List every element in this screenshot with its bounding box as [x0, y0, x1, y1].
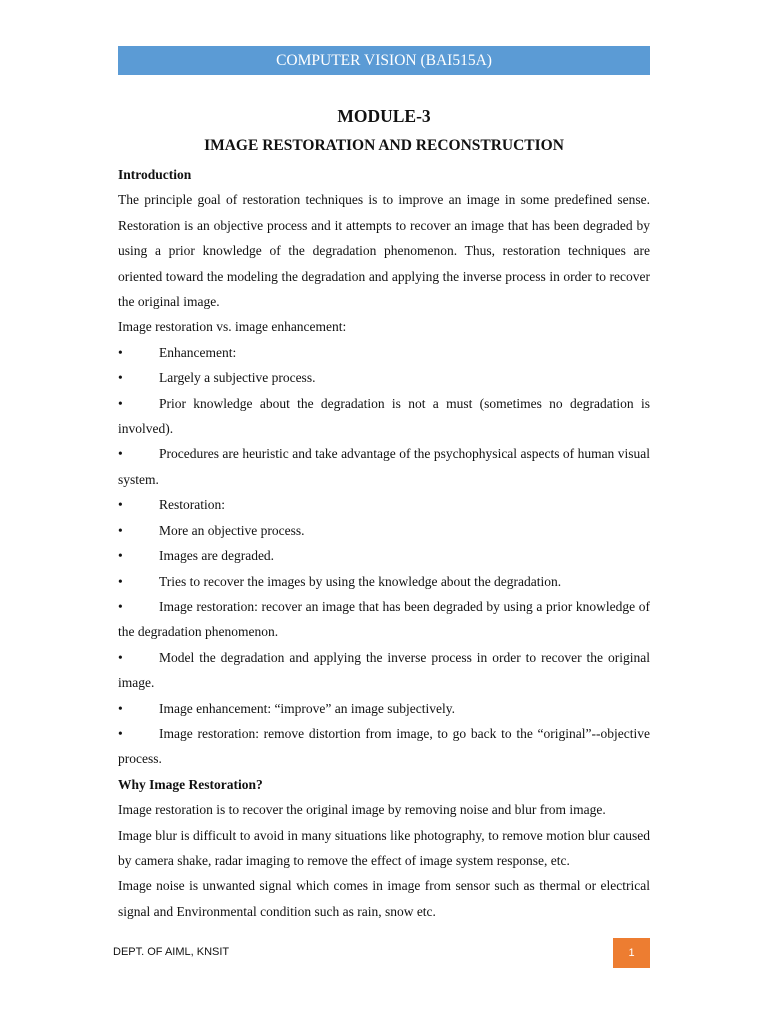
- page-number-badge: [613, 938, 650, 968]
- bullet-item: [118, 365, 650, 390]
- bullet-item: [118, 569, 650, 594]
- bullet-text: Procedures are heuristic and take advantage of the psychophysical aspects of human visual system.: [118, 446, 650, 487]
- bullet-icon: •: [118, 725, 123, 741]
- bullet-item: [118, 645, 650, 696]
- why-paragraph-1: Image restoration is to recover the original image by removing noise and blur from image.: [118, 802, 606, 818]
- bullet-item: [118, 518, 650, 543]
- module-title: MODULE-3: [337, 106, 431, 126]
- bullet-text: Image enhancement: “improve” an image subjectively.: [159, 700, 455, 716]
- why-paragraph-3: Image noise is unwanted signal which comes in image from sensor such as thermal or electrical signal and Environmental condition such as rain, snow etc.: [118, 878, 650, 919]
- bullet-text: Image restoration: remove distortion from image, to go back to the “original”--objective process.: [118, 725, 650, 767]
- bullet-text: Model the degradation and applying the inverse process in order to recover the original image.: [118, 649, 650, 691]
- bullet-text: Tries to recover the images by using the knowledge about the degradation.: [159, 573, 562, 589]
- bullet-item: [118, 594, 650, 645]
- why-restoration-heading: Why Image Restoration?: [118, 776, 263, 792]
- bullet-item: [118, 492, 650, 517]
- bullet-item: [118, 721, 650, 772]
- bullet-icon: •: [118, 370, 123, 386]
- bullet-text: Restoration:: [159, 497, 225, 513]
- module-subtitle: IMAGE RESTORATION AND RECONSTRUCTION: [204, 137, 564, 154]
- bullet-text: Image restoration: recover an image that has been degraded by using a prior knowledge of the degradation phenomenon.: [118, 598, 650, 640]
- introduction-heading: Introduction: [118, 167, 192, 182]
- bullet-icon: •: [118, 522, 123, 538]
- bullet-item: [118, 340, 650, 365]
- course-title: COMPUTER VISION (BAI515A): [276, 52, 492, 69]
- bullet-item: [118, 543, 650, 568]
- bullet-icon: •: [118, 497, 123, 513]
- course-header-band: [118, 46, 650, 75]
- footer-department: DEPT. OF AIML, KNSIT: [113, 946, 230, 958]
- bullet-icon: •: [118, 598, 123, 614]
- comparison-label: Image restoration vs. image enhancement:: [118, 319, 347, 335]
- bullet-text: More an objective process.: [159, 522, 305, 538]
- bullet-text: Images are degraded.: [159, 548, 275, 564]
- page-body: [118, 162, 650, 924]
- bullet-text: Largely a subjective process.: [159, 370, 316, 386]
- bullet-icon: •: [118, 573, 123, 589]
- why-paragraph-2: Image blur is difficult to avoid in many situations like photography, to remove motion blur caused by camera shake, radar imaging to remove the effect of image system response, etc.: [118, 827, 650, 868]
- page-number: 1: [628, 947, 635, 959]
- bullet-icon: •: [118, 395, 123, 411]
- bullet-icon: •: [118, 548, 123, 564]
- bullet-item: [118, 391, 650, 442]
- bullet-icon: •: [118, 649, 123, 665]
- bullet-icon: •: [118, 700, 123, 716]
- bullet-item: [118, 441, 650, 492]
- bullet-icon: •: [118, 446, 123, 462]
- bullet-icon: •: [118, 344, 123, 360]
- bullet-text: Prior knowledge about the degradation is not a must (sometimes no degradation is involved).: [118, 395, 650, 437]
- bullet-item: [118, 696, 650, 721]
- intro-paragraph: The principle goal of restoration techniques is to improve an image in some predefined sense. Restoration is an objective process and it attempts to recover an image that has been degraded by using a prior knowledge of the degradation phenomenon. Thus, restoration techniques are oriented toward the modeling the degradation and applying the inverse process in order to recover the original image.: [118, 192, 650, 310]
- bullet-text: Enhancement:: [159, 344, 237, 360]
